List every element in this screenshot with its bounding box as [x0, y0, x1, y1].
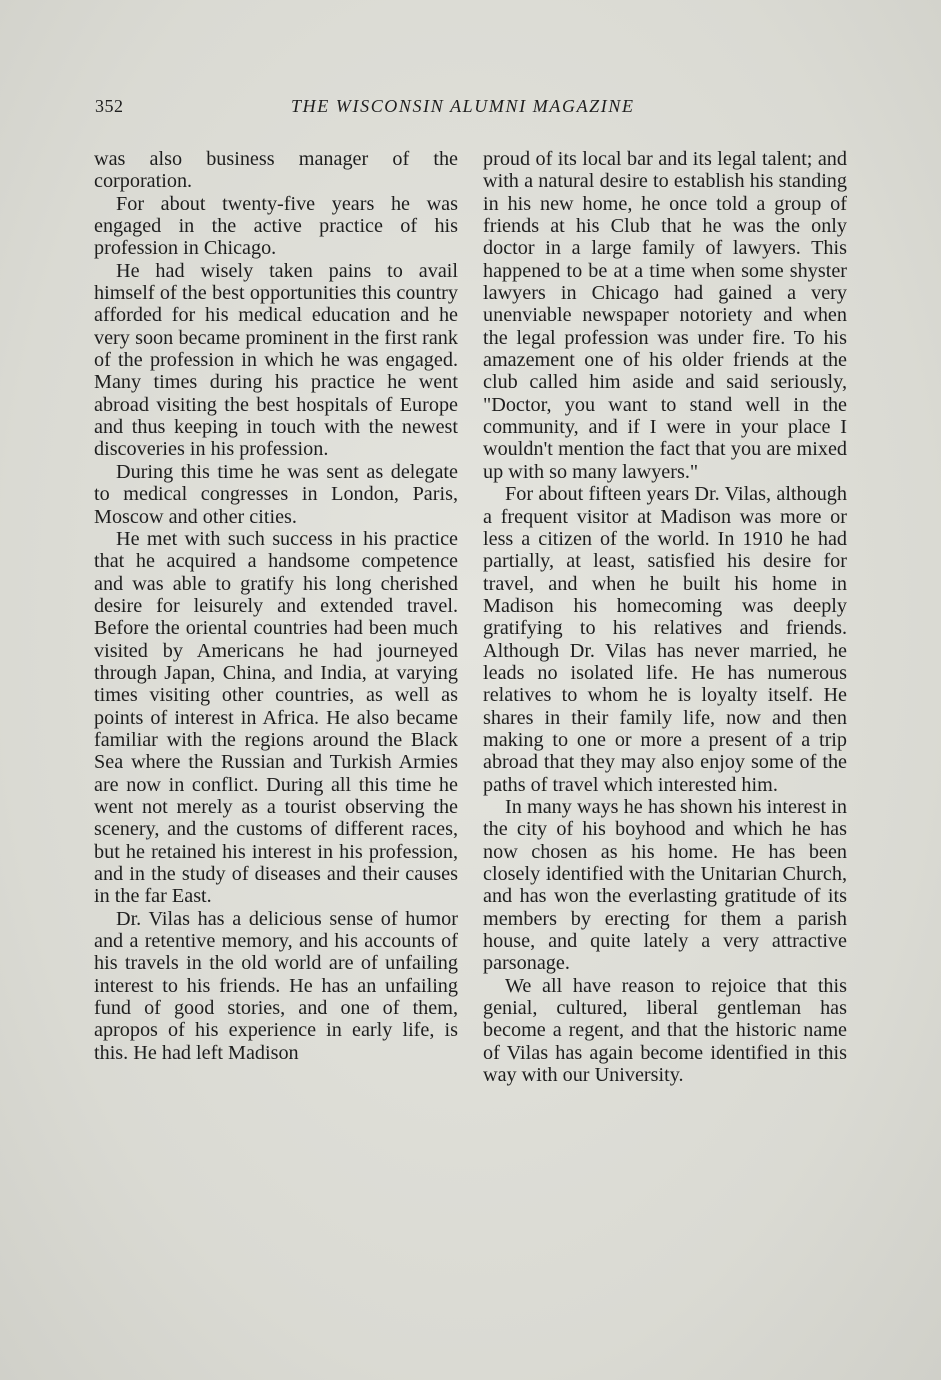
left-column	[94, 148, 458, 1064]
paragraph: was also business manager of the corporation.	[94, 148, 458, 193]
page-number: 352	[95, 96, 124, 116]
page-header	[95, 96, 855, 124]
paragraph: For about fifteen years Dr. Vilas, although a frequent visitor at Madison was more or less a citizen of the world. In 1910 he had partially, at least, satisfied his desire for travel, and when he built his home in Madison his homecoming was deeply gratifying to his relatives and friends. Although Dr. Vilas has never married, he leads no isolated life. He has numerous relatives to whom he is loyalty itself. He shares in their family life, now and then making to one or more a present of a trip abroad that they may also enjoy some of the paths of travel which interested him.	[483, 483, 847, 796]
paragraph: During this time he was sent as delegate to medical congresses in London, Paris, Moscow and other cities.	[94, 460, 458, 528]
paragraph: For about twenty-five years he was engaged in the active practice of his profession in Chicago.	[94, 192, 458, 260]
paragraph: proud of its local bar and its legal talent; and with a natural desire to establish his standing in his new home, he once told a group of friends at his Club that he was the only doctor in a large family of lawyers. This happened to be at a time when some shyster lawyers in Chicago had gained a very unenviable newspaper notoriety and when the legal profession was under fire. To his amazement one of his older friends at the club called him aside and said seriously, "Doctor, you want to stand well in the community, and if I were in your place I wouldn't mention the fact that you are mixed up with so many lawyers."	[483, 148, 847, 483]
paragraph: In many ways he has shown his interest in the city of his boyhood and which he has now chosen as his home. He has been closely identified with the Unitarian Church, and has won the everlasting gratitude of its members by erecting for them a parish house, and quite lately a very attractive parsonage.	[483, 795, 847, 975]
paragraph: He met with such success in his practice that he acquired a handsome competence and was able to gratify his long cherished desire for leisurely and extended travel. Before the oriental countries had been much visited by Americans he had journeyed through Japan, China, and India, at varying times visiting other countries, as well as points of interest in Africa. He also became familiar with the regions around the Black Sea where the Russian and Turkish Armies are now in conflict. During all this time he went not merely as a tourist observing the scenery, and the customs of different races, but he retained his interest in his profession, and in the study of diseases and their causes in the far East.	[94, 527, 458, 908]
running-title: THE WISCONSIN ALUMNI MAGAZINE	[291, 96, 635, 116]
paragraph: We all have reason to rejoice that this genial, cultured, liberal gentleman has become a regent, and that the historic name of Vilas has again become identified in this way with our University.	[483, 974, 847, 1087]
paragraph: He had wisely taken pains to avail himself of the best opportunities this country afforded for his medical education and he very soon became prominent in the first rank of the profession in which he was engaged. Many times during his practice he went abroad visiting the best hospitals of Europe and thus keeping in touch with the newest discoveries in his profession.	[94, 259, 458, 461]
right-column	[483, 148, 847, 1086]
paragraph: Dr. Vilas has a delicious sense of humor and a retentive memory, and his accounts of his travels in the old world are of unfailing interest to his friends. He has an unfailing fund of good stories, and one of them, apropos of his experience in early life, is this. He had left Madison	[94, 907, 458, 1064]
